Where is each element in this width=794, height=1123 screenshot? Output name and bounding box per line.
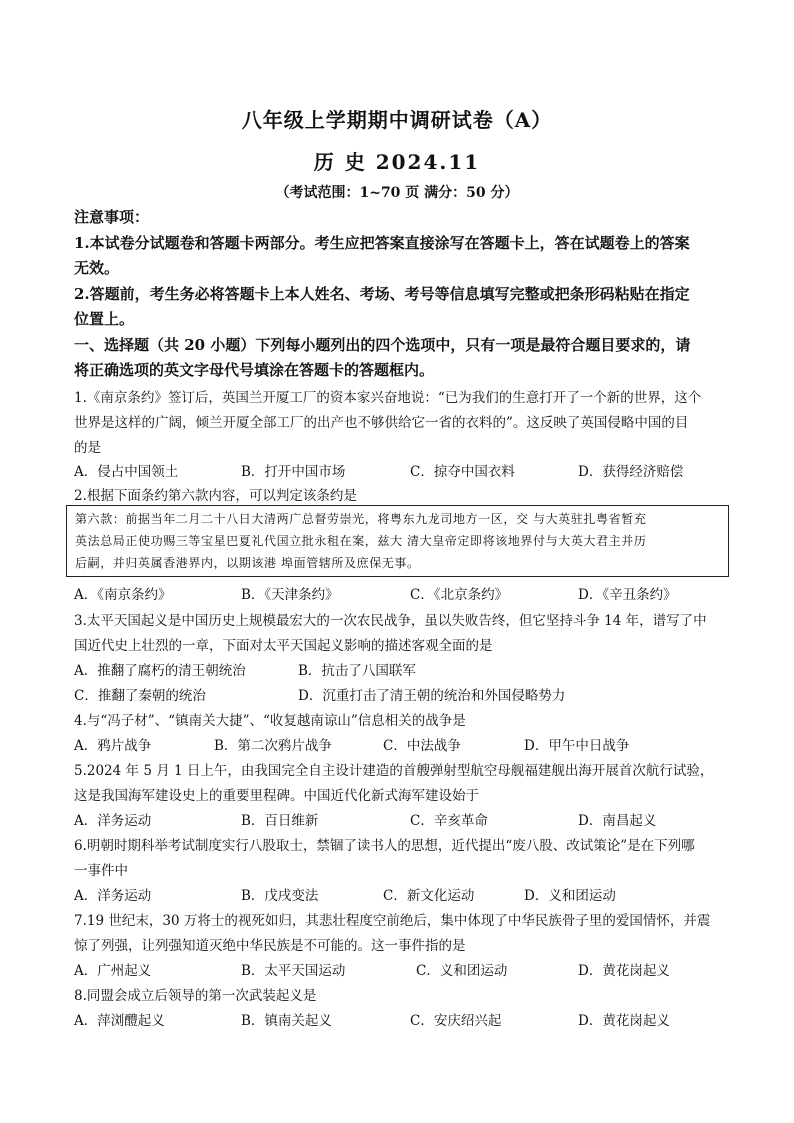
option-a[interactable]: A．广州起义: [74, 963, 152, 979]
notice-heading: 注意事项：: [74, 208, 150, 226]
option-a[interactable]: A．萍浏醴起义: [74, 1013, 165, 1029]
option-b[interactable]: B．抗击了八国联军: [298, 663, 416, 679]
question-3-text: 国近代史上壮烈的一章，下面对太平天国起义影响的描述客观全面的是: [74, 638, 493, 654]
question-4-options: [74, 734, 724, 754]
question-1-text: 世界是这样的广阔，倾兰开厦全部工厂的出产也不够供给它一省的衣料的”。这反映了英国侵略中国的目: [74, 415, 689, 431]
option-d[interactable]: D．义和团运动: [524, 888, 616, 904]
option-d[interactable]: D．甲午中日战争: [524, 738, 630, 754]
question-3-options-row2: [74, 684, 724, 704]
option-b[interactable]: B．镇南关起义: [241, 1013, 332, 1029]
option-b[interactable]: B．百日维新: [241, 813, 319, 829]
option-c[interactable]: C．掠夺中国衣料: [410, 464, 515, 480]
option-c[interactable]: C．辛亥革命: [410, 813, 488, 829]
question-8-text: 8.同盟会成立后领导的第一次武装起义是: [74, 988, 317, 1004]
exam-title: 八年级上学期期中调研试卷（A）: [241, 108, 553, 132]
subject-date: 历 史 2024.11: [313, 150, 481, 174]
question-6-text: 一事件中: [74, 863, 128, 879]
option-d[interactable]: D．黄花岗起义: [578, 1013, 670, 1029]
option-d[interactable]: D．《辛丑条约》: [578, 587, 677, 603]
option-b[interactable]: B．《天津条约》: [241, 587, 339, 603]
option-c[interactable]: C．安庆绍兴起: [410, 1013, 502, 1029]
option-a[interactable]: A．《南京条约》: [74, 587, 172, 603]
option-c[interactable]: C．《北京条约》: [410, 587, 509, 603]
option-c[interactable]: C．推翻了秦朝的统治: [74, 688, 206, 704]
question-7-text: 惊了列强，让列强知道灭绝中华民族是不可能的。这一事件指的是: [74, 938, 466, 954]
option-d[interactable]: D．南昌起义: [578, 813, 657, 829]
notice-item-1: 1.本试卷分试题卷和答题卡两部分。考生应把答案直接涂写在答题卡上，答在试题卷上的答案: [74, 234, 690, 252]
option-a[interactable]: A．洋务运动: [74, 888, 152, 904]
question-6-options: [74, 884, 724, 904]
question-2-text: 2.根据下面条约第六款内容，可以判定该条约是: [74, 488, 357, 504]
option-c[interactable]: C．义和团运动: [416, 963, 508, 979]
question-1-text: 1.《南京条约》签订后，英国兰开厦工厂的资本家兴奋地说：“已为我们的生意打开了一个新的世界，这个: [74, 390, 702, 406]
option-a[interactable]: A．推翻了腐朽的清王朝统治: [74, 663, 246, 679]
question-3-options-row1: [74, 659, 724, 679]
question-2-options: [74, 583, 724, 603]
question-1-text: 的是: [74, 440, 101, 456]
quote-line: 第六款：前据当年二月二十八日大清两广总督劳崇光，将粤东九龙司地方一区，交 与大英驻扎粤省暂充: [75, 512, 647, 526]
option-c[interactable]: C．新文化运动: [383, 888, 475, 904]
option-a[interactable]: A．洋务运动: [74, 813, 152, 829]
option-a[interactable]: A．侵占中国领土: [74, 464, 179, 480]
option-c[interactable]: C．中法战争: [383, 738, 461, 754]
option-b[interactable]: B．第二次鸦片战争: [214, 738, 332, 754]
question-5-text: 5.2024 年 5 月 1 日上午，由我国完全自主设计建造的首艘弹射型航空母舰福建舰出海开展首次航行试验，: [74, 763, 714, 779]
question-5-options: [74, 809, 724, 829]
notice-item-2-cont: 位置上。: [74, 310, 135, 328]
question-5-text: 这是我国海军建设史上的重要里程碑。中国近代化新式海军建设始于: [74, 788, 479, 804]
question-1-options: [74, 460, 724, 480]
option-b[interactable]: B．戊戌变法: [241, 888, 319, 904]
treaty-quote-box: [66, 505, 729, 577]
option-d[interactable]: D．沉重打击了清王朝的统治和外国侵略势力: [298, 688, 566, 704]
option-a[interactable]: A．鸦片战争: [74, 738, 152, 754]
exam-scope: （考试范围：1~70 页 满分：50 分）: [275, 185, 519, 201]
notice-item-1-cont: 无效。: [74, 259, 120, 277]
question-8-options: [74, 1009, 724, 1029]
notice-item-2: 2.答题前，考生务必将答题卡上本人姓名、考场、考号等信息填写完整或把条形码粘贴在指定: [74, 285, 690, 303]
quote-line: 后嗣，并归英属香港界内，以期该港 埠面管辖所及庶保无事。: [75, 556, 420, 570]
question-7-text: 7.19 世纪末，30 万将士的视死如归，其悲壮程度空前绝后，集中体现了中华民族骨子里的爱国情怀，并震: [74, 913, 711, 929]
section-instruction: 将正确选项的英文字母代号填涂在答题卡的答题框内。: [74, 361, 435, 379]
option-b[interactable]: B．太平天国运动: [241, 963, 346, 979]
option-d[interactable]: D．黄花岗起义: [578, 963, 670, 979]
section-heading: 一、选择题（共 20 小题）下列每小题列出的四个选项中，只有一项是最符合题目要求的，请: [74, 336, 691, 354]
quote-line: 英法总局正使功赐三等宝星巴夏礼代国立批永租在案，兹大 清大皇帝定即将该地界付与大英大君主并历: [75, 534, 647, 548]
question-4-text: 4.与“冯子材”、“镇南关大捷”、“收复越南谅山”信息相关的战争是: [74, 713, 466, 729]
question-6-text: 6.明朝时期科举考试制度实行八股取士，禁锢了读书人的思想，近代提出“废八股、改试策论”是在下列哪: [74, 838, 695, 854]
option-d[interactable]: D．获得经济赔偿: [578, 464, 684, 480]
option-b[interactable]: B．打开中国市场: [241, 464, 346, 480]
question-3-text: 3.太平天国起义是中国历史上规模最宏大的一次农民战争，虽以失败告终，但它坚持斗争 14 年，谱写了中: [74, 613, 707, 629]
question-7-options: [74, 959, 724, 979]
